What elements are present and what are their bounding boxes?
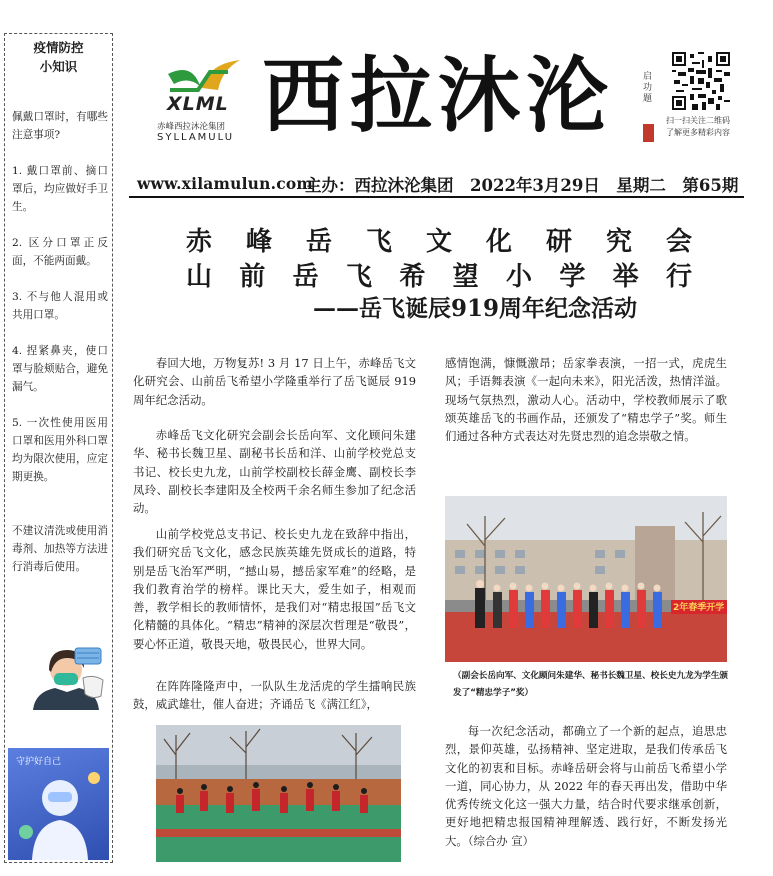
sidebar-title-line2: 小知识 [39, 59, 78, 74]
drum-performance-image [156, 725, 401, 862]
masked-person-illustration [27, 640, 107, 710]
sidebar-tip-5: 5. 一次性使用医用口罩和医用外科口罩均为限次使用，应定期更换。 [12, 417, 108, 483]
headline-line-1: 赤峰岳飞文化研究会 [186, 227, 692, 257]
logo-wordmark: XLML [167, 93, 229, 115]
award-ceremony-image [445, 496, 727, 662]
sidebar-tip-4: 4. 捏紧鼻夹，使口罩与脸颊贴合，避免漏气。 [12, 345, 108, 393]
issue-dateline: 主办：西拉沐沦集团 2022年3月29日 星期二 第65期 [305, 176, 739, 195]
masthead-divider [129, 196, 744, 198]
sidebar-tip-6: 不建议清洗或使用消毒剂、加热等方法进行消毒后使用。 [12, 525, 108, 573]
epidemic-poster-image [8, 748, 109, 860]
qr-caption-2: 了解更多精彩内容 [666, 128, 730, 137]
logo-subtitle: SYLLAMULU [157, 132, 235, 143]
epidemic-tips-sidebar [4, 33, 113, 863]
sidebar-tip-3: 3. 不与他人混用或共用口罩。 [12, 291, 108, 321]
qr-caption-1: 扫一扫关注二维码 [666, 116, 730, 125]
drum-performance-photo [156, 725, 401, 862]
red-seal-stamp [643, 124, 654, 142]
photo-caption: （副会长岳向军、文化顾问朱建华、秘书长魏卫星、校长史九龙为学生颁发了“精忠学子”奖） [453, 671, 729, 698]
article-paragraph-6: 每一次纪念活动，都确立了一个新的起点，追思忠烈，景仰英雄，弘扬精神、坚定进取，是我们传承岳飞文化的初衷和目标。赤峰岳研会将与山前岳飞希望小学一道，同心协力，从 2022 年的春天再出发，借助中华优秀传统文化这一强大力量，结合时代要求继承创新，更好地把精忠报国精神理解透、践行好，不断发扬光大。（综合办 宣） [445, 724, 727, 848]
article-paragraph-3: 山前学校党总支书记、校长史九龙在致辞中指出，我们研究岳飞文化，感念民族英雄先贤成长的道路，特别是岳飞治军严明，“撼山易，撼岳家军难”的经略，是我们教育治学的榜样。课比天大，爱生如子，相观而善，教学相长的教师情怀，是我们对“精忠报国”岳飞文化精髓的具体化。“精忠”精神的深层次哲理是“敬畏”，要心怀正道，敬畏天地，敬畏民心，世界大同。 [133, 527, 416, 651]
logo-group-name: 赤峰西拉沐沦集团 [157, 122, 226, 132]
sidebar-tip-1: 1. 戴口罩前、摘口罩后，均应做好手卫生。 [12, 165, 108, 213]
sidebar-title [5, 38, 112, 76]
award-ceremony-photo [445, 496, 727, 662]
headline-subtitle: ——岳飞诞辰919周年纪念活动 [313, 295, 638, 322]
article-paragraph-4: 在阵阵隆隆声中，一队队生龙活虎的学生擂响民族鼓，威武雄壮，催人奋进；齐诵岳飞《满江红》， [133, 679, 416, 712]
article-paragraph-5: 感情饱满，慷慨激昂；岳家拳表演，一招一式，虎虎生风；手语舞表演《一起向未来》，阳光活泼，热情洋溢。现场气氛热烈，激动人心。活动中，学校教师展示了歌颂英雄岳飞的书画作品，还颁发了“精忠学子”奖。师生们通过各种方式表达对先贤忠烈的追念崇敬之情。 [445, 356, 727, 444]
sidebar-title-line1: 疫情防控 [33, 40, 84, 55]
sidebar-tip-2: 2. 区分口罩正反面，不能两面戴。 [12, 237, 108, 267]
calligraphy-signature: 启 功 題 [643, 72, 653, 104]
qr-code-icon [672, 52, 730, 110]
website-url[interactable]: www.xilamulun.com [137, 174, 313, 193]
photo-banner-text: 2年春季开学 [673, 603, 725, 613]
headline-line-2: 山前岳飞希望小学举行 [186, 262, 692, 292]
sidebar-question: 佩戴口罩时，有哪些注意事项? [12, 111, 108, 141]
article-paragraph-2: 赤峰岳飞文化研究会副会长岳向军、文化顾问朱建华、秘书长魏卫星、副秘书长岳和洋、山前学校党总支书记、校长史九龙，山前学校副校长薛金鹰、副校长李凤玲、副校长李建阳及全校两千余名师生参加了纪念活动。 [133, 428, 416, 516]
article-paragraph-1: 春回大地，万物复苏! 3 月 17 日上午，赤峰岳飞文化研究会、山前岳飞希望小学隆重举行了岳飞诞辰 919 周年纪念活动。 [133, 356, 416, 407]
poster-label: 守护好自己 [16, 757, 62, 767]
newspaper-title: 西拉沐沦 [262, 48, 615, 144]
